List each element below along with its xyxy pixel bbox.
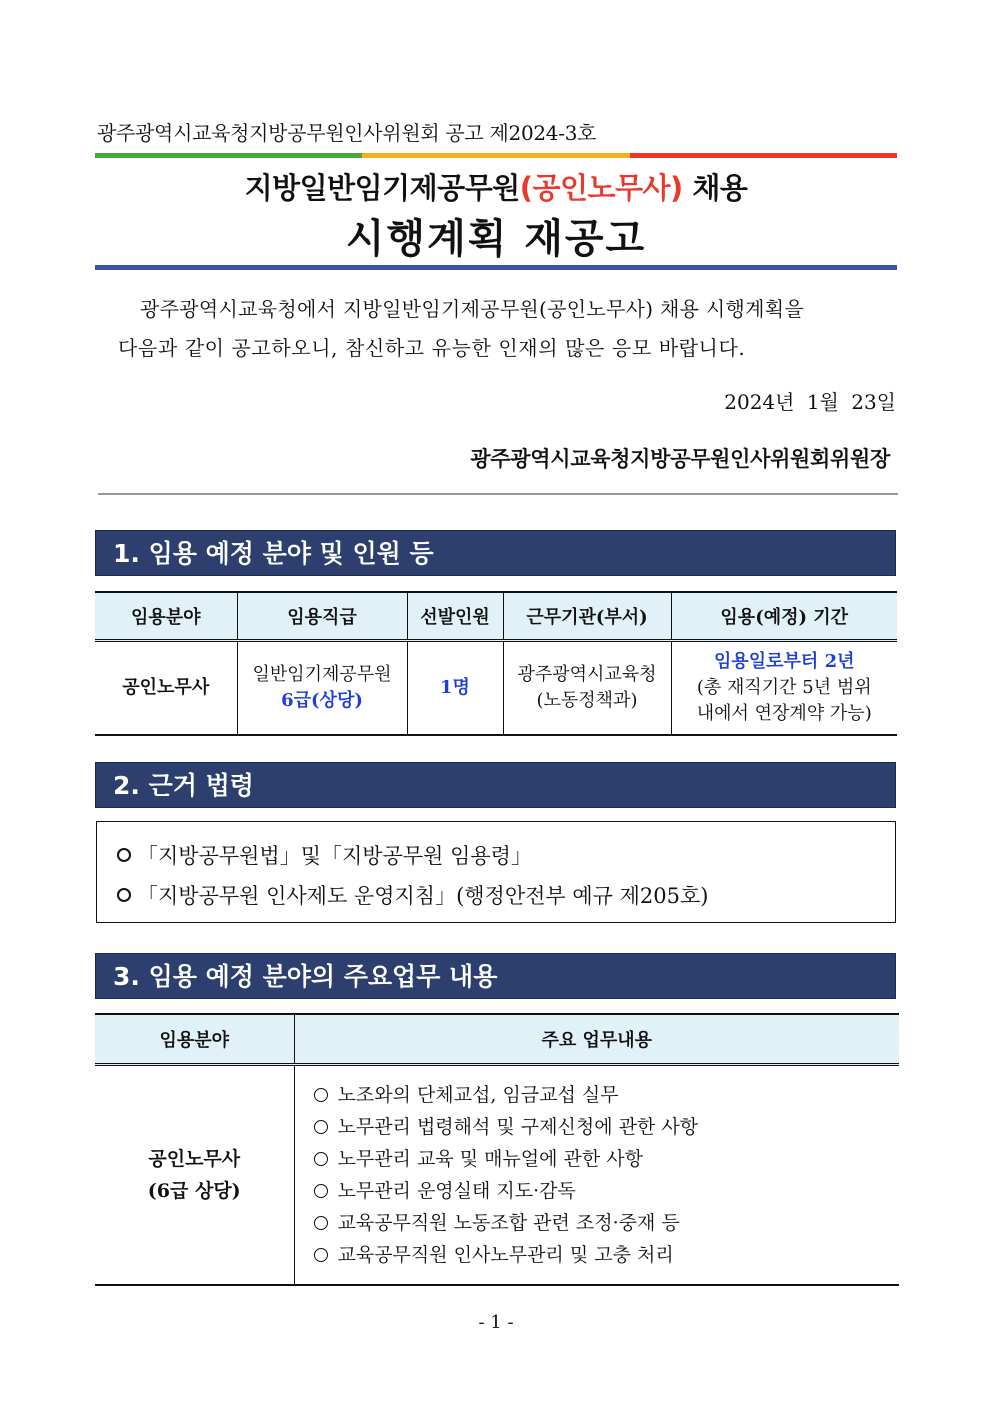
period-line2: (총 재직기간 5년 범위 bbox=[696, 677, 872, 698]
title-prefix: 지방일반임기제공무원 bbox=[244, 171, 520, 205]
signer: 광주광역시교육청지방공무원인사위원회위원장 bbox=[470, 446, 890, 471]
grade-line2: 6급(상당) bbox=[281, 690, 363, 711]
list-item bbox=[314, 1111, 899, 1143]
duty-text: 노조와의 단체교섭, 임금교섭 실무 bbox=[337, 1084, 619, 1106]
cell-count: 1명 bbox=[407, 641, 503, 736]
title-suffix: 채용 bbox=[682, 171, 748, 205]
header-grade: 임용직급 bbox=[237, 592, 407, 641]
color-bar-yellow bbox=[362, 153, 629, 158]
section2-title: 2. 근거 법령 bbox=[95, 762, 896, 808]
circle-bullet-icon bbox=[314, 1216, 328, 1230]
grade-line1: 일반임기제공무원 bbox=[252, 664, 392, 685]
org-line2: (노동정책과) bbox=[536, 690, 638, 711]
circle-bullet-icon bbox=[314, 1152, 328, 1166]
cell-field bbox=[95, 1065, 294, 1286]
cell-duties bbox=[294, 1065, 899, 1286]
recruitment-table bbox=[95, 591, 897, 736]
law-item bbox=[117, 876, 895, 916]
table-header-row bbox=[95, 592, 897, 641]
title-rule bbox=[95, 265, 897, 270]
page-number: - 1 - bbox=[478, 1312, 514, 1333]
cell-field: 공인노무사 bbox=[122, 677, 210, 698]
table-row bbox=[95, 641, 897, 736]
table-header-row bbox=[95, 1014, 899, 1065]
section1-title: 1. 임용 예정 분야 및 인원 등 bbox=[95, 530, 896, 576]
list-item bbox=[314, 1079, 899, 1111]
circle-bullet-icon bbox=[314, 1184, 328, 1198]
notice-number: 광주광역시교육청지방공무원인사위원회 공고 제2024-3호 bbox=[97, 121, 597, 145]
list-item bbox=[314, 1239, 899, 1271]
duty-list bbox=[296, 1079, 899, 1271]
intro-line1: 광주광역시교육청에서 지방일반임기제공무원(공인노무사) 채용 시행계획을 bbox=[140, 297, 805, 321]
period-line1: 임용일로부터 2년 bbox=[713, 651, 855, 672]
header-field: 임용분야 bbox=[95, 592, 237, 641]
duty-text: 교육공무직원 노동조합 관련 조정·중재 등 bbox=[337, 1212, 680, 1234]
list-item bbox=[314, 1143, 899, 1175]
circle-bullet-icon bbox=[117, 888, 131, 902]
field-line2: (6급 상당) bbox=[147, 1180, 241, 1202]
header-period: 임용(예정) 기간 bbox=[671, 592, 897, 641]
header-field: 임용분야 bbox=[95, 1014, 294, 1065]
notice-date: 2024년 1월 23일 bbox=[724, 390, 896, 414]
cell-period bbox=[671, 641, 897, 736]
circle-bullet-icon bbox=[314, 1248, 328, 1262]
law-item bbox=[117, 836, 895, 876]
title-highlight: (공인노무사) bbox=[519, 171, 683, 205]
intro-paragraph bbox=[118, 290, 878, 368]
document-title-line1 bbox=[95, 166, 897, 207]
list-item bbox=[314, 1207, 899, 1239]
duty-text: 노무관리 교육 및 매뉴얼에 관한 사항 bbox=[337, 1148, 644, 1170]
header-org: 근무기관(부서) bbox=[503, 592, 671, 641]
color-bar-red bbox=[630, 153, 897, 158]
tricolor-bar bbox=[95, 153, 897, 158]
period-line3: 내에서 연장계약 가능) bbox=[696, 703, 872, 724]
org-line1: 광주광역시교육청 bbox=[517, 664, 657, 685]
circle-bullet-icon bbox=[117, 848, 131, 862]
law-item-text: 「지방공무원 인사제도 운영지침」(행정안전부 예규 제205호) bbox=[137, 884, 709, 908]
table-row bbox=[95, 1065, 899, 1286]
section3-title: 3. 임용 예정 분야의 주요업무 내용 bbox=[95, 953, 896, 999]
duty-text: 교육공무직원 인사노무관리 및 고충 처리 bbox=[337, 1244, 674, 1266]
field-line1: 공인노무사 bbox=[148, 1148, 241, 1170]
list-item bbox=[314, 1175, 899, 1207]
divider bbox=[98, 493, 898, 495]
circle-bullet-icon bbox=[314, 1088, 328, 1102]
duty-text: 노무관리 법령해석 및 구제신청에 관한 사항 bbox=[337, 1116, 699, 1138]
law-item-text: 「지방공무원법」및「지방공무원 임용령」 bbox=[137, 844, 532, 868]
circle-bullet-icon bbox=[314, 1120, 328, 1134]
header-duties: 주요 업무내용 bbox=[294, 1014, 899, 1065]
color-bar-green bbox=[95, 153, 362, 158]
cell-org bbox=[503, 641, 671, 736]
duty-text: 노무관리 운영실태 지도·감독 bbox=[337, 1180, 576, 1202]
intro-line2: 다음과 같이 공고하오니, 참신하고 유능한 인재의 많은 응모 바랍니다. bbox=[118, 336, 746, 360]
header-count: 선발인원 bbox=[407, 592, 503, 641]
law-box bbox=[96, 821, 896, 923]
cell-grade bbox=[237, 641, 407, 736]
duties-table bbox=[95, 1013, 899, 1286]
document-title-line2: 시행계획 재공고 bbox=[345, 216, 647, 262]
